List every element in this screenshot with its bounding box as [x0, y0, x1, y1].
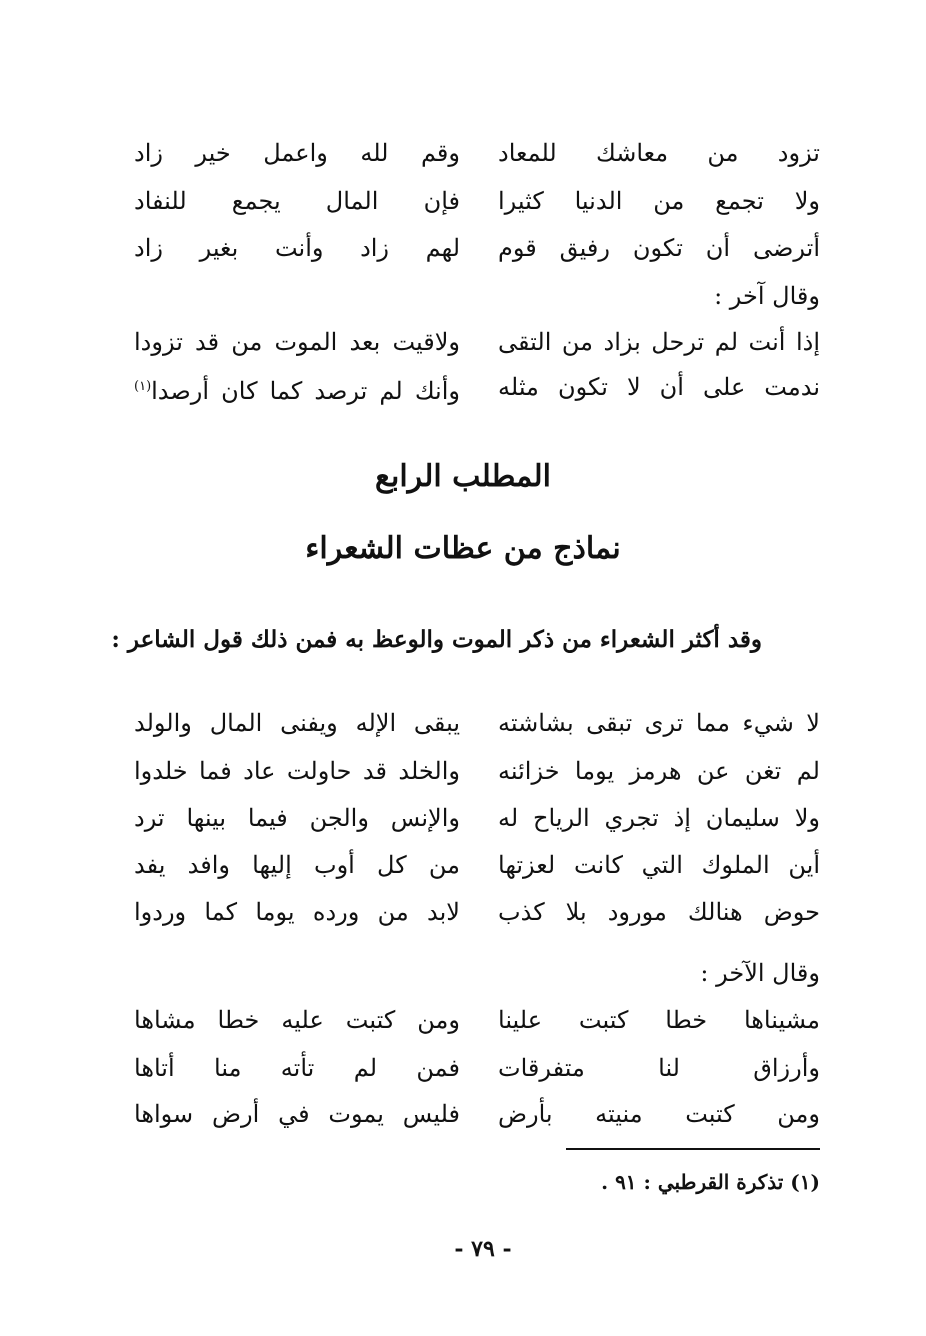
verse-second-hemistich: والإنس والجن فيما بينها ترد: [134, 804, 460, 832]
verse-second-hemistich: وقم لله واعمل خير زاد: [134, 139, 460, 167]
verse-first-hemistich: مشيناها خطا كتبت علينا: [498, 1006, 820, 1034]
verse-first-hemistich: ولا تجمع من الدنيا كثيرا: [498, 187, 820, 215]
verse-first-hemistich: لم تغن عن هرمز يوما خزائنه: [498, 757, 820, 785]
verse-second-hemistich: والخلد قد حاولت عاد فما خلدوا: [134, 757, 460, 785]
verse-second-hemistich: لابد من ورده يوما كما وردوا: [134, 898, 460, 926]
verse-line: [134, 1048, 820, 1094]
verse-line: [134, 1094, 820, 1140]
verse-line: [134, 322, 820, 368]
verse-second-hemistich: ومن كتبت عليه خطا مشاها: [134, 1006, 460, 1034]
verse-first-hemistich: إذا أنت لم ترحل بزاد من التقى: [498, 328, 820, 356]
verse-first-hemistich: ندمت على أن لا تكون مثله: [498, 373, 820, 401]
verse-line: [134, 845, 820, 891]
verse-line: [134, 798, 820, 844]
verse-text: وأنك لم ترصد كما كان أرصدا: [151, 377, 460, 405]
verse-second-hemistich: فإن المال يجمع للنفاد: [134, 187, 460, 215]
section-subtitle: نماذج من عظات الشعراء: [305, 531, 621, 566]
verse-second-hemistich: من كل أوب إليها وافد يفد: [134, 851, 460, 879]
verse-line: [134, 228, 820, 274]
footnote: (١) تذكرة القرطبي : ٩١ .: [601, 1170, 820, 1194]
verse-second-hemistich: [134, 367, 460, 411]
verse-line: [134, 181, 820, 227]
intro-paragraph: وقد أكثر الشعراء من ذكر الموت والوعظ به فمن ذلك قول الشاعر :: [111, 626, 762, 653]
footnote-marker: (١): [134, 379, 152, 394]
verse-line: [134, 751, 820, 797]
page-number: - ٧٩ -: [454, 1236, 512, 1262]
verse-first-hemistich: حوض هنالك مورود بلا كذب: [498, 898, 820, 926]
verse-first-hemistich: أين الملوك التي كانت لعزتها: [498, 851, 820, 879]
verse-first-hemistich: وأرزاق لنا متفرقات: [498, 1054, 820, 1082]
verse-line: [134, 892, 820, 938]
verse-second-hemistich: يبقى الإله ويفنى المال والولد: [134, 709, 460, 737]
verse-line: [134, 367, 820, 413]
poem-intro: وقال آخر :: [714, 282, 820, 310]
footnote-divider: [566, 1148, 820, 1150]
verse-first-hemistich: ولا سليمان إذ تجري الرياح له: [498, 804, 820, 832]
verse-first-hemistich: لا شيء مما ترى تبقى بشاشته: [498, 709, 820, 737]
section-title: المطلب الرابع: [375, 459, 551, 494]
poem-intro: وقال الآخر :: [700, 959, 820, 987]
verse-first-hemistich: تزود من معاشك للمعاد: [498, 139, 820, 167]
verse-line: [134, 1000, 820, 1046]
verse-second-hemistich: فمن لم تأته منا أتاها: [134, 1054, 460, 1082]
verse-line: [134, 703, 820, 749]
verse-first-hemistich: أترضى أن تكون رفيق قوم: [498, 234, 820, 262]
verse-second-hemistich: فليس يموت في أرض سواها: [134, 1100, 460, 1128]
verse-line: [134, 133, 820, 179]
verse-first-hemistich: ومن كتبت منيته بأرض: [498, 1100, 820, 1128]
verse-second-hemistich: لهم زاد وأنت بغير زاد: [134, 234, 460, 262]
verse-second-hemistich: ولاقيت بعد الموت من قد تزودا: [134, 328, 460, 356]
